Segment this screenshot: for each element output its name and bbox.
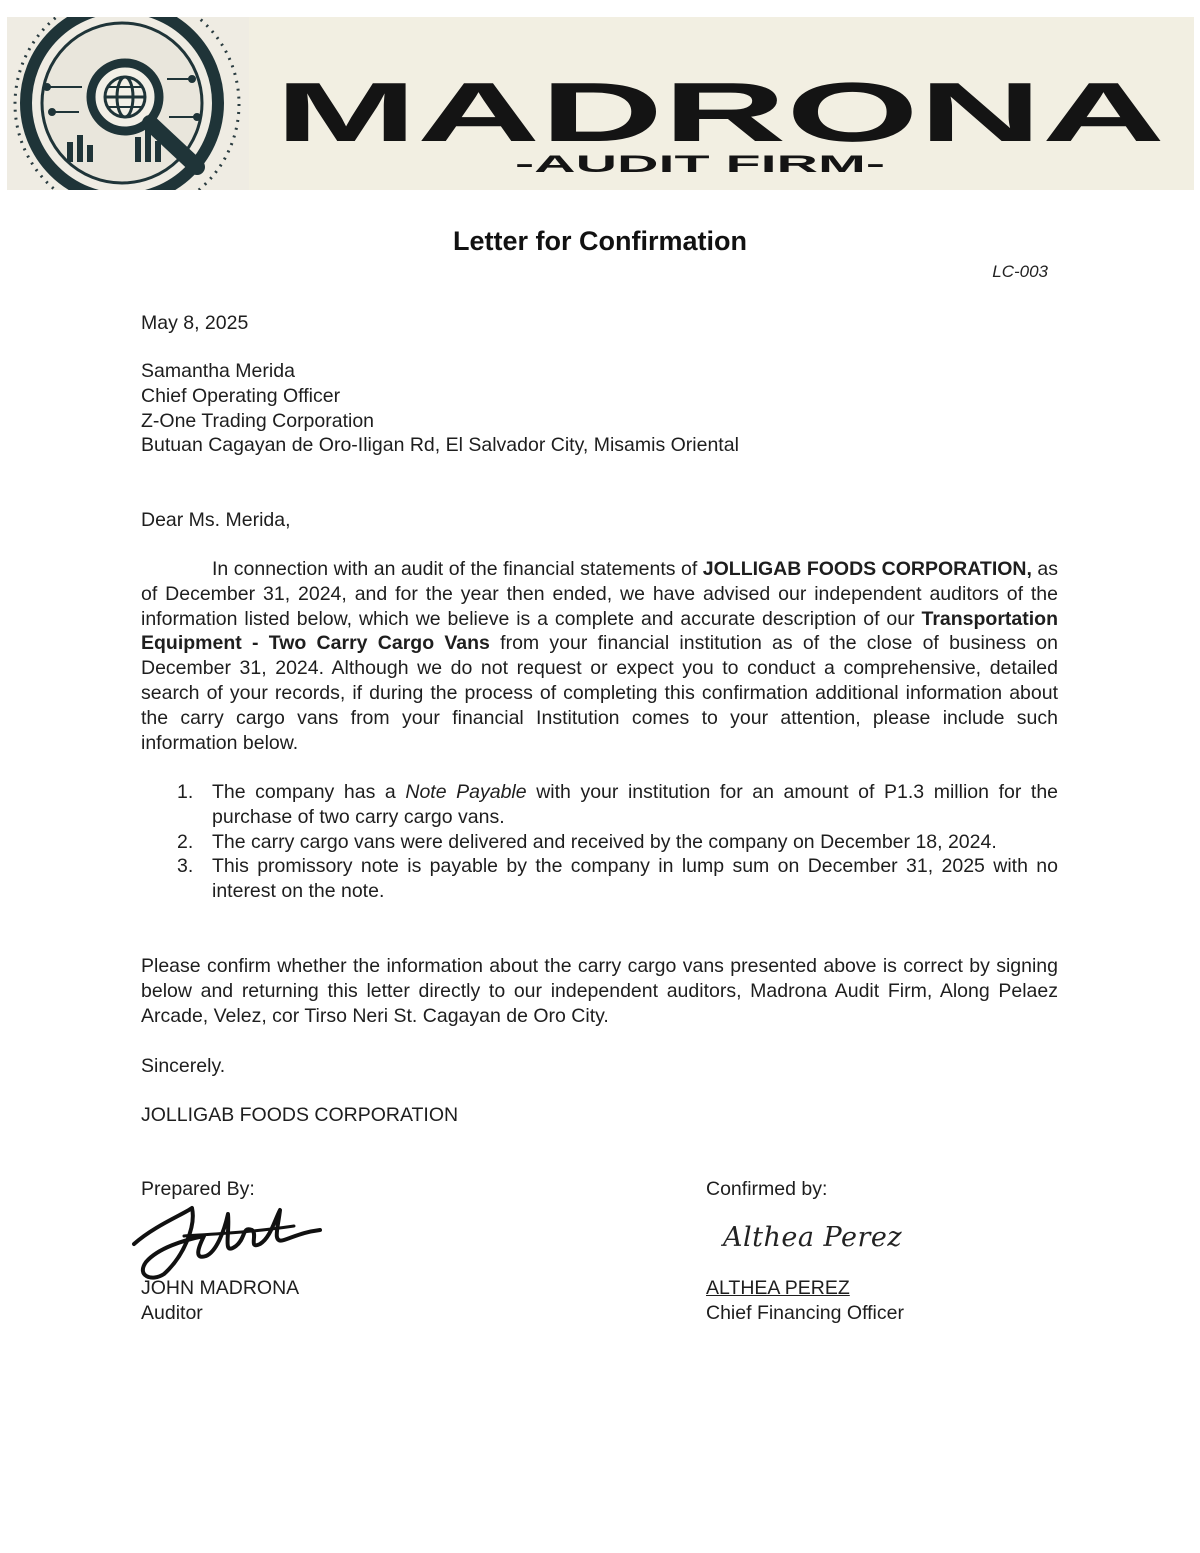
body-paragraph	[141, 557, 1058, 755]
recipient-position: Chief Operating Officer	[141, 384, 341, 407]
brand-tagline	[507, 150, 907, 178]
salutation: Dear Ms. Merida,	[141, 509, 291, 531]
body-text-c: from your financial institution as of the close of business on December 31, 2024. Although we do not request or expect you to conduct a comprehensive, detailed search of your records, if during the process of completing this confirmation additional information about the carry cargo vans from your financial Institution comes to your attention, please include such information below.	[141, 632, 1058, 754]
recipient-company: Z-One Trading Corporation	[141, 409, 375, 432]
cfo-signature: Althea Perez	[723, 1222, 903, 1253]
list-item-text: with your institution for an amount of P1.3 million for the purchase of two carry cargo vans.	[212, 781, 1059, 828]
sender-company: JOLLIGAB FOODS CORPORATION	[141, 1104, 459, 1126]
letterhead-banner	[7, 17, 1194, 190]
magnifier-globe-chart-icon	[7, 17, 249, 190]
list-item-text: The carry cargo vans were delivered and received by the company on December 18, 2024.	[212, 830, 997, 853]
confirmation-items	[141, 780, 1058, 904]
list-item-text: This promissory note is payable by the company in lump sum on December 31, 2025 with no interest on the note.	[212, 855, 1058, 903]
document-title: Letter for Confirmation	[453, 226, 747, 256]
body-text-a: In connection with an audit of the financial statements of	[212, 558, 703, 580]
recipient-address: Butuan Cagayan de Oro-Iligan Rd, El Salvador City, Misamis Oriental	[141, 434, 739, 457]
auditor-signature	[124, 1196, 324, 1286]
brand-tagline-text: -AUDIT FIRM-	[515, 151, 885, 178]
recipient-block	[141, 359, 739, 458]
auditor-name: JOHN MADRONA	[141, 1277, 300, 1299]
prepared-by-label: Prepared By:	[141, 1178, 255, 1200]
list-item	[141, 780, 1058, 830]
list-item-number: 2.	[177, 830, 194, 853]
list-item	[141, 854, 1058, 904]
brand-name-text: MADRONA	[275, 75, 1165, 147]
firm-logo	[7, 17, 249, 190]
body-text-b: as of December 31, 2024, and for the year then ended, we have advised our independent auditors of the information listed below, which we believe is a complete and accurate description of our	[141, 558, 1058, 630]
letter-date: May 8, 2025	[141, 312, 249, 334]
list-item	[141, 830, 1058, 855]
cfo-name: ALTHEA PEREZ	[706, 1277, 850, 1299]
cfo-role: Chief Financing Officer	[706, 1302, 904, 1324]
sign-off: Sincerely.	[141, 1055, 226, 1077]
auditor-role: Auditor	[141, 1302, 203, 1324]
recipient-name: Samantha Merida	[141, 360, 295, 382]
note-payable-term: Note Payable	[405, 781, 527, 803]
list-item-number: 3.	[177, 855, 194, 878]
list-item-text: The company has a	[212, 781, 406, 803]
client-name: JOLLIGAB FOODS CORPORATION,	[702, 558, 1032, 580]
asset-description: Transportation Equipment - Two Carry Cargo Vans	[141, 607, 1058, 655]
closing-paragraph: Please confirm whether the information about the carry cargo vans presented above is correct by signing below and returning this letter directly to our independent auditors, Madrona Audit Firm, Along Pelaez Arcade, Velez, cor Tirso Neri St. Cagayan de Oro City.	[141, 955, 1058, 1027]
brand-name	[275, 75, 1175, 147]
confirmed-by-label: Confirmed by:	[706, 1178, 828, 1200]
list-item-number: 1.	[177, 781, 194, 803]
document-code: LC-003	[992, 262, 1048, 281]
